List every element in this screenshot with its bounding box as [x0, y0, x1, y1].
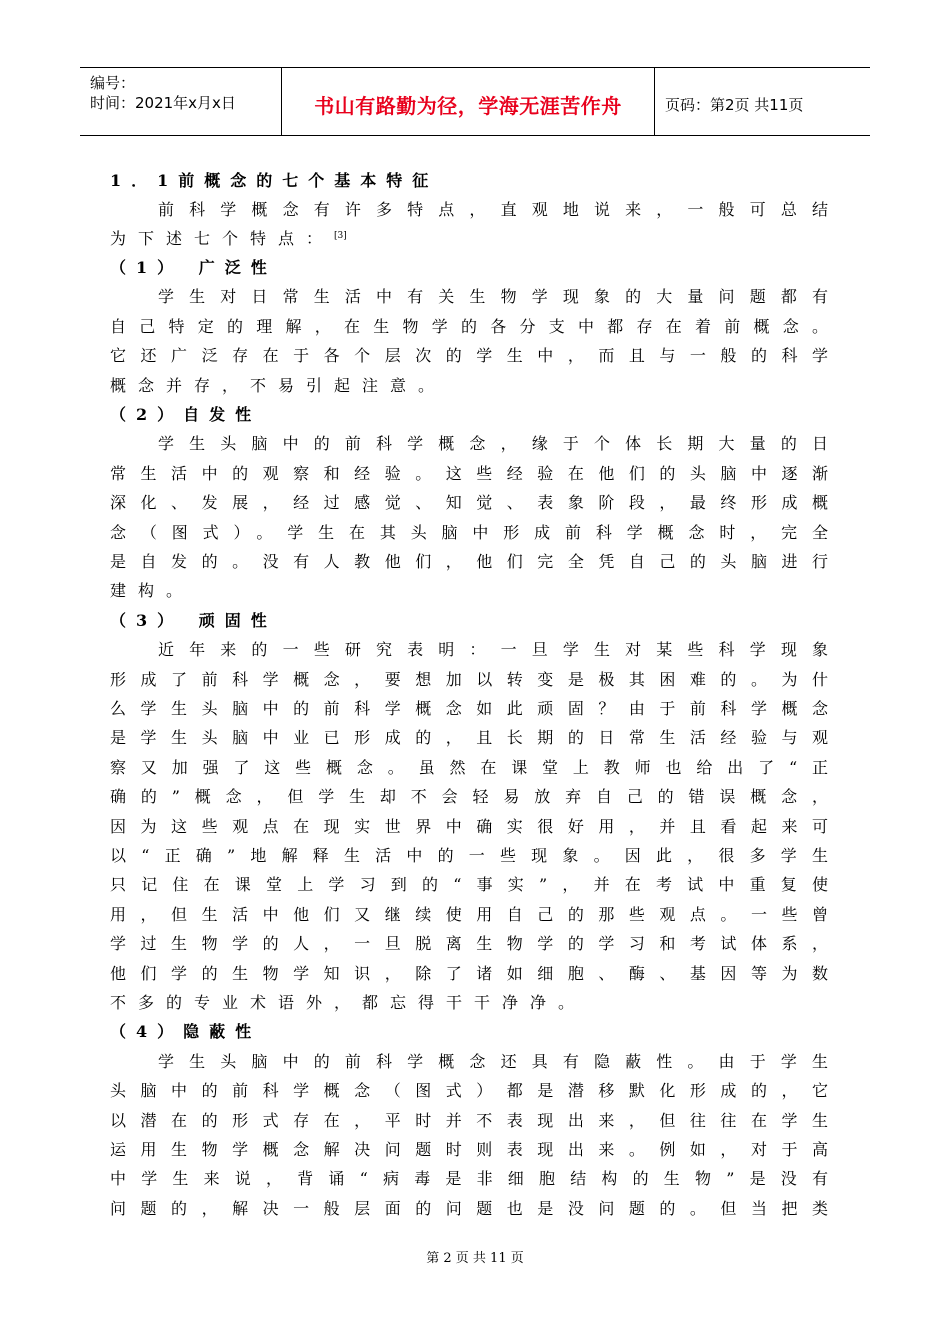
header-page-cell	[655, 68, 870, 135]
paragraph-line: 问题的，解决一般层面的问题也是没问题的。但当把类	[110, 1198, 828, 1218]
paragraph-line: 形成了前科学概念，要想加以转变是极其困难的。为什	[110, 669, 828, 689]
paragraph-line: 是自发的。没有人教他们，他们完全凭自己的头脑进行	[110, 552, 828, 571]
paragraph-line: 它还广泛存在于各个层次的学生中，而且与一般的科学	[110, 346, 828, 366]
paragraph-line: 学生头脑中的前科学概念还具有隐蔽性。由于学生	[158, 1051, 828, 1071]
paragraph-line: 察又加强了这些概念。虽然在课堂上教师也给出了“正	[110, 757, 828, 777]
paragraph-line: 学生对日常生活中有关生物学现象的大量问题都有	[158, 287, 828, 307]
motto-text: 书山有路勤为径，学海无涯苦作舟	[314, 94, 622, 118]
paragraph-line: 他们学的生物学知识，除了诸如细胞、酶、基因等为数	[110, 963, 828, 983]
feature-heading: （4）隐蔽性	[110, 1022, 262, 1042]
paragraph-line: 概念并存，不易引起注意。	[110, 375, 447, 395]
paragraph-line: 自己特定的理解，在生物学的各分支中都存在着前概念。	[110, 316, 828, 336]
document-number-label: 编号：	[90, 74, 136, 92]
paragraph-line: 学生头脑中的前科学概念，缘于个体长期大量的日	[158, 434, 828, 454]
page-footer: 第 2 页 共 11 页	[426, 1251, 524, 1266]
paragraph-line: 深化、发展，经过感觉、知觉、表象阶段，最终形成概	[110, 493, 828, 513]
paragraph-line: 建构。	[110, 581, 195, 601]
intro-text: 为下述七个特点：	[110, 229, 335, 248]
paragraph-line: 以潜在的形式存在，平时并不表现出来，但往往在学生	[110, 1110, 828, 1130]
paragraph-line: 中学生来说，背诵“病毒是非细胞结构的生物”是没有	[110, 1169, 828, 1189]
page-code-label: 页码：第2页 共11页	[665, 96, 804, 114]
paragraph-line: 因为这些观点在现实世界中确实很好用，并且看起来可	[110, 816, 828, 836]
feature-heading: （1） 广泛性	[110, 258, 277, 277]
paragraph-line: 只记住在课堂上学习到的“事实”，并在考试中重复使	[110, 875, 828, 895]
paragraph-line: 以“正确”地解释生活中的一些现象。因此，很多学生	[110, 846, 828, 865]
header-motto-cell	[282, 68, 655, 135]
paragraph-line: 头脑中的前科学概念（图式）都是潜移默化形成的，它	[110, 1081, 828, 1101]
paragraph-line: 不多的专业术语外，都忘得干干净净。	[110, 993, 587, 1012]
feature-heading: （2）自发性	[110, 405, 262, 424]
citation-ref: [3]	[334, 231, 347, 241]
paragraph-line: 念（图式）。学生在其头脑中形成前科学概念时，完全	[110, 522, 828, 542]
document-date-label: 时间：2021年x月x日	[90, 94, 236, 112]
feature-heading: （3） 顽固性	[110, 610, 277, 630]
header-table	[80, 67, 870, 136]
paragraph-line: 用，但生活中他们又继续使用自己的那些观点。一些曾	[110, 904, 828, 924]
paragraph-line: 运用生物学概念解决问题时则表现出来。例如，对于高	[110, 1140, 828, 1159]
paragraph-line: 近年来的一些研究表明：一旦学生对某些科学现象	[158, 640, 828, 660]
intro-line-last	[110, 228, 828, 250]
intro-line: 前科学概念有许多特点，直观地说来，一般可总结	[158, 200, 828, 219]
paragraph-line: 常生活中的观察和经验。这些经验在他们的头脑中逐渐	[110, 463, 828, 483]
paragraph-line: 是学生头脑中业已形成的，且长期的日常生活经验与观	[110, 728, 828, 748]
section-title: 1．1前概念的七个基本特征	[110, 171, 439, 190]
header-info-cell	[80, 68, 282, 135]
paragraph-line: 么学生头脑中的前科学概念如此顽固？由于前科学概念	[110, 699, 828, 718]
paragraph-line: 确的”概念，但学生却不会轻易放弃自己的错误概念，	[110, 787, 828, 807]
paragraph-line: 学过生物学的人，一旦脱离生物学的学习和考试体系，	[110, 934, 828, 954]
